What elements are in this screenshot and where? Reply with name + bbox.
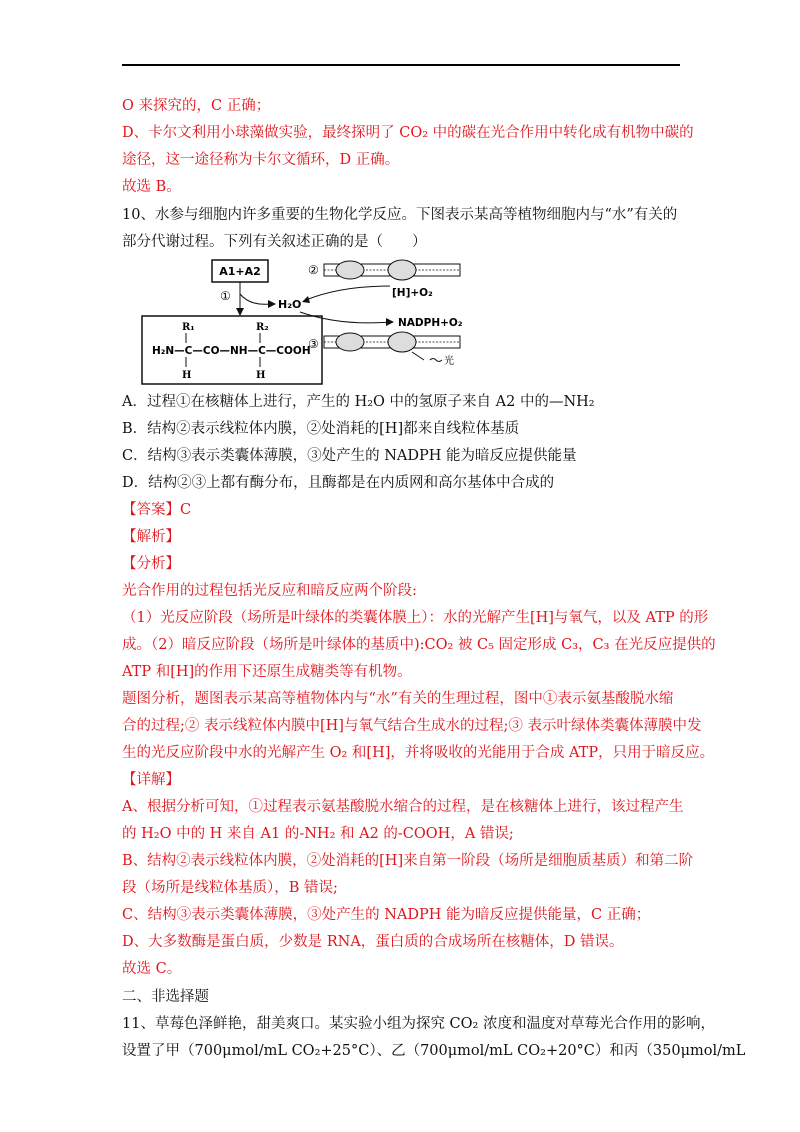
text-line-l29: 二、非选择题 xyxy=(122,989,209,1005)
text-line-l26: C、结构③表示类囊体薄膜，③处产生的 NADPH 能为暗反应提供能量，C 正确； xyxy=(122,907,651,923)
circle1-label: ① xyxy=(220,289,231,303)
nadph-label: NADPH+O₂ xyxy=(398,317,463,329)
metabolism-diagram xyxy=(140,256,470,388)
text-line-l5: 10、水参与细胞内许多重要的生物化学反应。下图表示某高等植物细胞内与“水”有关的 xyxy=(122,207,678,223)
text-line-l7: A．过程①在核糖体上进行，产生的 H₂O 中的氢原子来自 A2 中的—NH₂ xyxy=(122,394,595,410)
circle2-label: ② xyxy=(308,263,319,277)
water-label: H₂O xyxy=(278,298,302,311)
text-line-l16: 成。（2）暗反应阶段（场所是叶绿体的基质中):CO₂ 被 C₅ 固定形成 C₃，C₃ 在光反应提供的 xyxy=(122,637,716,653)
peptide-formula: H₂N—C—CO—NH—C—COOH xyxy=(152,345,311,357)
text-line-l13: 【分析】 xyxy=(122,556,180,572)
text-line-l22: A、根据分析可知，①过程表示氨基酸脱水缩合的过程，是在核糖体上进行，该过程产生 xyxy=(122,799,684,815)
h-o2-label: [H]+O₂ xyxy=(392,287,433,299)
light-label: 光 xyxy=(444,356,454,367)
text-line-l30: 11、草莓色泽鲜艳，甜美爽口。某实验小组为探究 CO₂ 浓度和温度对草莓光合作用的影响， xyxy=(122,1016,715,1032)
text-line-l25: 段（场所是线粒体基质），B 错误; xyxy=(122,880,338,896)
text-line-l19: 合的过程;② 表示线粒体内膜中[H]与氧气结合生成水的过程;③ 表示叶绿体类囊体薄膜中发 xyxy=(122,718,702,734)
text-line-l12: 【解析】 xyxy=(122,529,180,545)
text-line-l6: 部分代谢过程。下列有关叙述正确的是（ ） xyxy=(122,234,427,250)
text-line-l21: 【详解】 xyxy=(122,772,180,788)
a1a2-label: A1+A2 xyxy=(219,265,261,278)
text-line-l14: 光合作用的过程包括光反应和暗反应两个阶段: xyxy=(122,583,417,599)
text-line-l23: 的 H₂O 中的 H 来自 A1 的-NH₂ 和 A2 的-COOH，A 错误; xyxy=(122,826,514,842)
membrane-2 xyxy=(324,260,460,280)
text-line-l18: 题图分析，题图表示某高等植物体内与“水”有关的生理过程，图中①表示氨基酸脱水缩 xyxy=(122,691,674,707)
text-line-l3: 途径，这一途径称为卡尔文循环，D 正确。 xyxy=(122,152,400,168)
text-line-l9: C．结构③表示类囊体薄膜，③处产生的 NADPH 能为暗反应提供能量 xyxy=(122,448,577,464)
text-line-l1: O 来探究的，C 正确； xyxy=(122,98,271,114)
text-line-l24: B、结构②表示线粒体内膜，②处消耗的[H]来自第一阶段（场所是细胞质基质）和第二阶 xyxy=(122,853,694,869)
text-line-l10: D．结构②③上都有酶分布，且酶都是在内质网和高尔基体中合成的 xyxy=(122,475,555,491)
text-line-l8: B．结构②表示线粒体内膜，②处消耗的[H]都来自线粒体基质 xyxy=(122,421,520,437)
text-line-l20: 生的光反应阶段中水的光解产生 O₂ 和[H]，并将吸收的光能用于合成 ATP，只用于暗反应。 xyxy=(122,745,715,761)
text-line-l27: D、大多数酶是蛋白质，少数是 RNA，蛋白质的合成场所在核糖体，D 错误。 xyxy=(122,934,624,950)
circle3-label: ③ xyxy=(308,337,319,351)
r1-label: R₁ xyxy=(182,322,195,333)
text-line-l2: D、卡尔文利用小球藻做实验，最终探明了 CO₂ 中的碳在光合作用中转化成有机物中碳的 xyxy=(122,125,694,141)
r2-label: R₂ xyxy=(256,322,269,333)
text-line-l17: ATP 和[H]的作用下还原生成糖类等有机物。 xyxy=(122,664,412,680)
membrane-3 xyxy=(324,332,460,352)
header-rule xyxy=(122,64,680,66)
h-right-label: H xyxy=(256,370,266,381)
h-left-label: H xyxy=(182,370,192,381)
text-line-l11: 【答案】C xyxy=(122,502,192,518)
text-line-l15: （1）光反应阶段（场所是叶绿体的类囊体膜上）：水的光解产生[H]与氧气，以及 ATP 的形 xyxy=(122,610,709,626)
text-line-l31: 设置了甲（700μmol/mL CO₂+25°C）、乙（700μmol/mL CO₂+20°C）和丙（350μmol/mL xyxy=(122,1043,746,1059)
text-line-l28: 故选 C。 xyxy=(122,961,182,977)
text-line-l4: 故选 B。 xyxy=(122,179,181,195)
